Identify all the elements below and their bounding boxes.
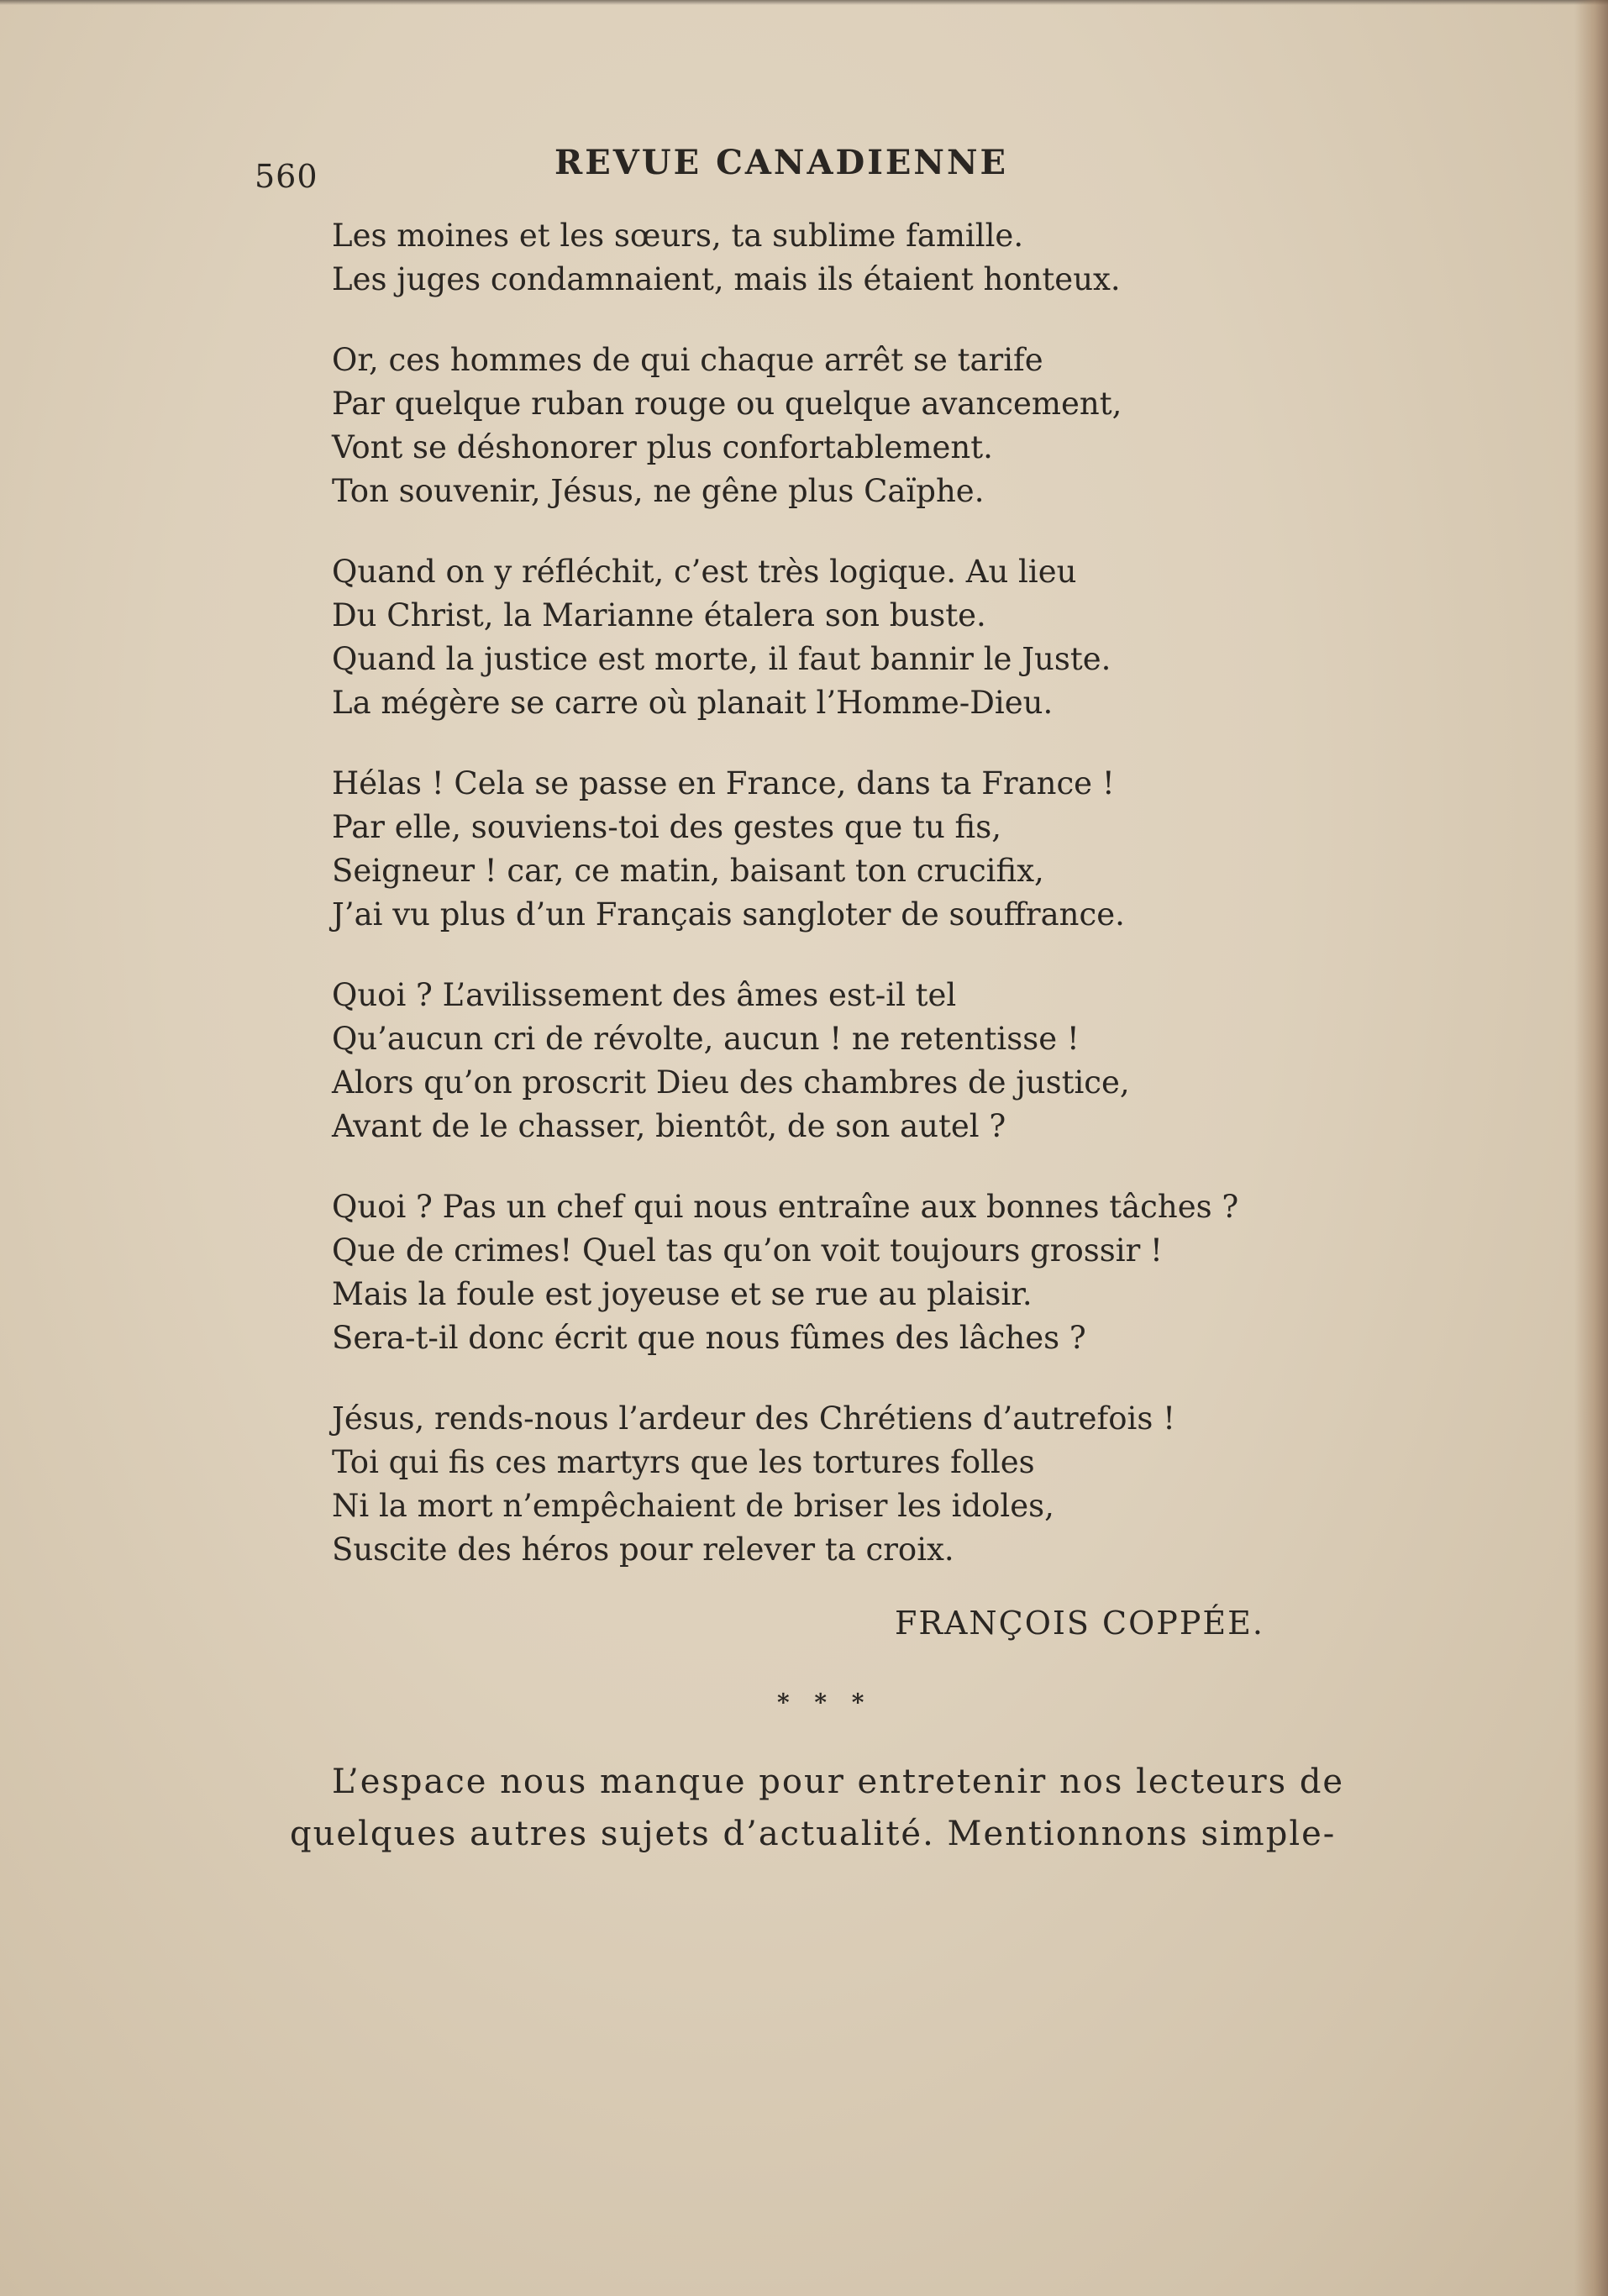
poem-stanza (332, 214, 1290, 302)
page-right-edge (1574, 0, 1608, 2296)
poem-line: Quoi ? L’avilissement des âmes est-il tel (332, 977, 957, 1013)
poem-line: Toi qui fis ces martyrs que les tortures folles (332, 1444, 1035, 1480)
poem-line: Quand la justice est morte, il faut bannir le Juste. (332, 641, 1111, 677)
prose-line (290, 1808, 1348, 1860)
poem-line: Qu’aucun cri de révolte, aucun ! ne retentisse ! (332, 1021, 1080, 1057)
poem-line: Or, ces hommes de qui chaque arrêt se tarife (332, 342, 1043, 378)
poem-line: Seigneur ! car, ce matin, baisant ton crucifix, (332, 853, 1044, 889)
poem-line: Sera-t-il donc écrit que nous fûmes des lâches ? (332, 1320, 1086, 1356)
poem-line: Les moines et les sœurs, ta sublime famille. (332, 218, 1024, 254)
poem-line: Hélas ! Cela se passe en France, dans ta France ! (332, 765, 1115, 801)
prose-line-text: L’espace nous manque pour entretenir nos lecteurs de (332, 1763, 1345, 1801)
prose-line-text: quelques autres sujets d’actualité. Mentionnons simple- (290, 1815, 1337, 1853)
poem-line: Que de crimes! Quel tas qu’on voit toujours grossir ! (332, 1232, 1163, 1269)
poem-line: Suscite des héros pour relever ta croix. (332, 1532, 954, 1568)
poem-stanza (332, 762, 1290, 937)
poem-line: Quand on y réfléchit, c’est très logique. Au lieu (332, 554, 1077, 590)
poem-line: La mégère se carre où planait l’Homme-Dieu. (332, 685, 1054, 721)
poem-line: Les juges condamnaient, mais ils étaient honteux. (332, 261, 1121, 297)
poem-line: Quoi ? Pas un chef qui nous entraîne aux bonnes tâches ? (332, 1189, 1239, 1225)
poem-line: Ton souvenir, Jésus, ne gêne plus Caïphe. (332, 473, 985, 509)
section-separator: * * * (777, 1689, 873, 1716)
author-signature: FRANÇOIS COPPÉE. (895, 1605, 1264, 1642)
prose-paragraph (290, 1756, 1348, 1860)
poem (332, 214, 1290, 1609)
page-top-edge (0, 0, 1608, 5)
poem-stanza (332, 1185, 1290, 1360)
poem-stanza (332, 339, 1290, 513)
poem-line: Mais la foule est joyeuse et se rue au plaisir. (332, 1276, 1033, 1312)
page-number: 560 (255, 158, 318, 195)
poem-line: Par elle, souviens-toi des gestes que tu fis, (332, 809, 1001, 845)
running-title: REVUE CANADIENNE (554, 143, 1009, 182)
poem-line: Jésus, rends-nous l’ardeur des Chrétiens d’autrefois ! (332, 1400, 1175, 1437)
poem-line: Avant de le chasser, bientôt, de son autel ? (332, 1108, 1006, 1144)
poem-line: Ni la mort n’empêchaient de briser les idoles, (332, 1488, 1054, 1524)
poem-line: Alors qu’on proscrit Dieu des chambres de justice, (332, 1064, 1130, 1101)
poem-line: Par quelque ruban rouge ou quelque avancement, (332, 386, 1122, 422)
poem-stanza (332, 550, 1290, 725)
poem-line: J’ai vu plus d’un Français sangloter de souffrance. (332, 896, 1125, 933)
prose-line (290, 1756, 1348, 1808)
poem-line: Du Christ, la Marianne étalera son buste. (332, 597, 986, 633)
poem-stanza (332, 974, 1290, 1148)
poem-line: Vont se déshonorer plus confortablement. (332, 429, 993, 465)
poem-stanza (332, 1397, 1290, 1572)
